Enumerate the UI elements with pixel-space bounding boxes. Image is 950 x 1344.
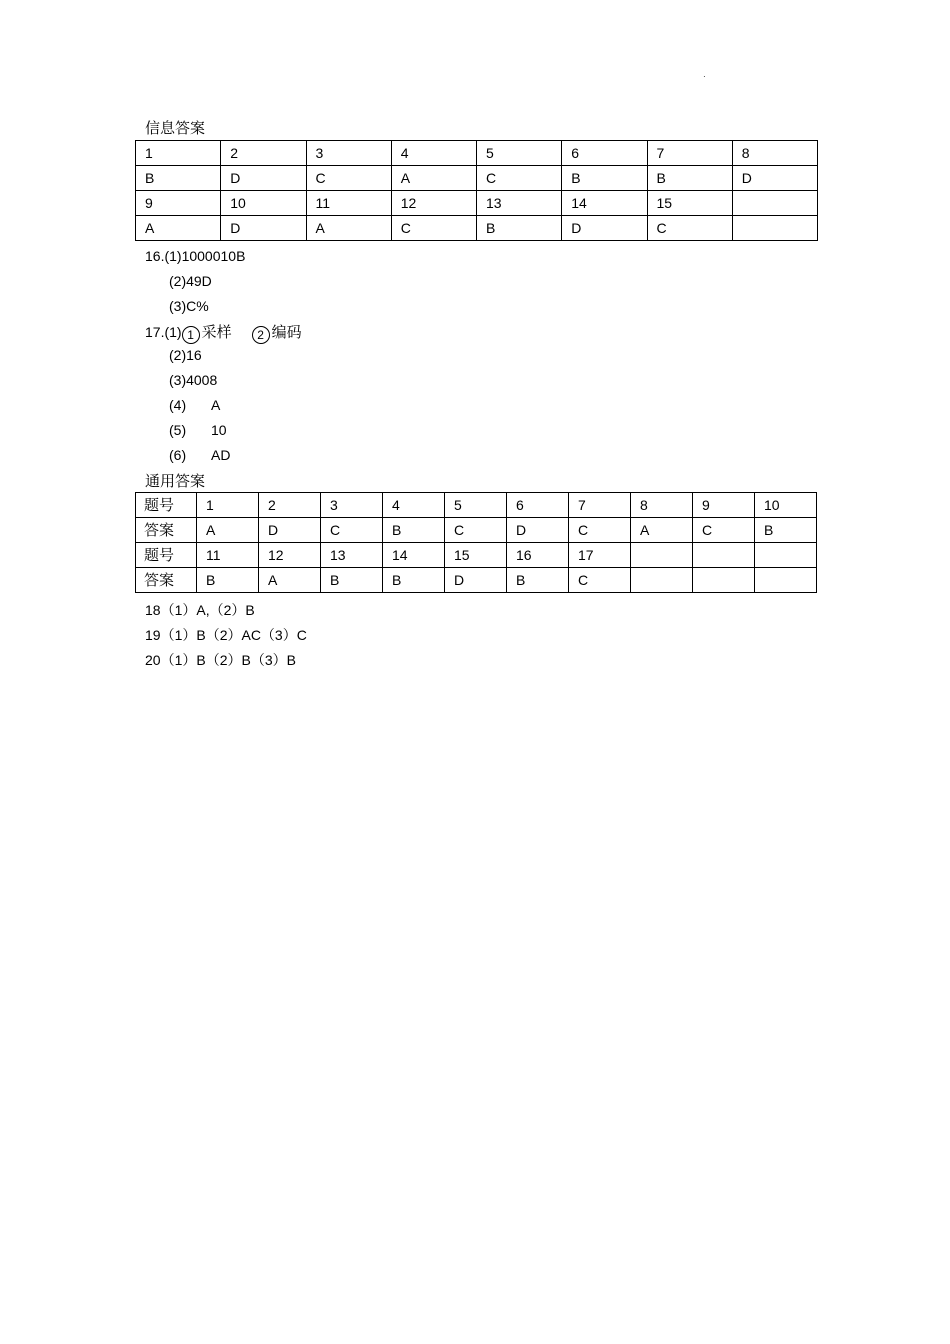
table-cell bbox=[755, 543, 817, 568]
q17-prefix: 17.(1) bbox=[145, 324, 182, 340]
table-cell: 4 bbox=[391, 141, 476, 166]
table-cell: 13 bbox=[477, 191, 562, 216]
table-cell: D bbox=[445, 568, 507, 593]
table-cell: 1 bbox=[197, 493, 259, 518]
table-cell: A bbox=[631, 518, 693, 543]
q16-answer-1: 16.(1)1000010B bbox=[145, 248, 246, 264]
table-cell: 15 bbox=[647, 191, 732, 216]
table-row bbox=[136, 141, 818, 166]
table-cell: A bbox=[259, 568, 321, 593]
q18-answer: 18（1）A,（2）B bbox=[145, 602, 255, 618]
q17-word-2: 编码 bbox=[271, 323, 302, 341]
table-cell: 7 bbox=[569, 493, 631, 518]
table-row bbox=[136, 216, 818, 241]
table-row bbox=[136, 191, 818, 216]
row-label: 题号 bbox=[136, 543, 197, 568]
q17-answer-2: (2)16 bbox=[169, 347, 202, 363]
table-cell: 11 bbox=[306, 191, 391, 216]
table-cell: 12 bbox=[391, 191, 476, 216]
table-cell: 5 bbox=[477, 141, 562, 166]
row-label: 题号 bbox=[136, 493, 197, 518]
q17-val-5: 10 bbox=[211, 422, 227, 438]
q17-answer-3: (3)4008 bbox=[169, 372, 218, 388]
table-cell: C bbox=[445, 518, 507, 543]
table-cell: 14 bbox=[383, 543, 445, 568]
table-cell: A bbox=[136, 216, 221, 241]
table-cell bbox=[631, 543, 693, 568]
table-cell: 9 bbox=[136, 191, 221, 216]
q17-answer-4 bbox=[169, 397, 221, 413]
table-cell bbox=[755, 568, 817, 593]
table-cell: B bbox=[647, 166, 732, 191]
table-cell: A bbox=[197, 518, 259, 543]
table-cell: A bbox=[306, 216, 391, 241]
table-cell: 14 bbox=[562, 191, 647, 216]
table-cell: D bbox=[562, 216, 647, 241]
circled-one-icon: 1 bbox=[182, 326, 200, 344]
table-cell: 8 bbox=[732, 141, 817, 166]
table-cell: B bbox=[136, 166, 221, 191]
row-label: 答案 bbox=[136, 518, 197, 543]
table-cell: C bbox=[647, 216, 732, 241]
table-cell: D bbox=[507, 518, 569, 543]
table-cell: 13 bbox=[321, 543, 383, 568]
circled-two-icon: 2 bbox=[252, 326, 270, 344]
table-cell: A bbox=[391, 166, 476, 191]
table-row bbox=[136, 543, 817, 568]
table-cell: 16 bbox=[507, 543, 569, 568]
table-cell: C bbox=[569, 518, 631, 543]
q17-num-5: (5) bbox=[169, 422, 187, 438]
q16-answer-3: (3)C% bbox=[169, 298, 209, 314]
table-cell: 5 bbox=[445, 493, 507, 518]
table-cell bbox=[693, 568, 755, 593]
table-row bbox=[136, 518, 817, 543]
table-cell: C bbox=[321, 518, 383, 543]
table-cell: B bbox=[383, 518, 445, 543]
table-cell: D bbox=[221, 216, 306, 241]
table-cell: 3 bbox=[306, 141, 391, 166]
table-row bbox=[136, 568, 817, 593]
table-cell: 17 bbox=[569, 543, 631, 568]
table-cell: C bbox=[306, 166, 391, 191]
q17-answer-1 bbox=[145, 321, 302, 344]
table-cell: D bbox=[221, 166, 306, 191]
table-cell: C bbox=[391, 216, 476, 241]
table-cell: B bbox=[755, 518, 817, 543]
table-cell: D bbox=[732, 166, 817, 191]
table-cell bbox=[732, 191, 817, 216]
table-cell: 10 bbox=[221, 191, 306, 216]
table-cell: 1 bbox=[136, 141, 221, 166]
table-cell: C bbox=[569, 568, 631, 593]
info-answer-table bbox=[135, 140, 818, 241]
q19-answer: 19（1）B（2）AC（3）C bbox=[145, 627, 307, 643]
page-mark: · bbox=[703, 72, 706, 81]
table-cell: 10 bbox=[755, 493, 817, 518]
table-cell bbox=[693, 543, 755, 568]
table-cell: 8 bbox=[631, 493, 693, 518]
table-cell: 7 bbox=[647, 141, 732, 166]
table-cell: B bbox=[383, 568, 445, 593]
table-cell: 3 bbox=[321, 493, 383, 518]
q17-num-6: (6) bbox=[169, 447, 187, 463]
q17-answer-6 bbox=[169, 447, 231, 463]
q17-answer-5 bbox=[169, 422, 227, 438]
row-label: 答案 bbox=[136, 568, 197, 593]
q17-word-1: 采样 bbox=[201, 323, 232, 341]
table-cell: 2 bbox=[221, 141, 306, 166]
q16-answer-2: (2)49D bbox=[169, 273, 212, 289]
table-cell bbox=[732, 216, 817, 241]
q20-answer: 20（1）B（2）B（3）B bbox=[145, 652, 296, 668]
table-cell: 2 bbox=[259, 493, 321, 518]
general-answer-table bbox=[135, 492, 817, 593]
table-cell bbox=[631, 568, 693, 593]
table-cell: 15 bbox=[445, 543, 507, 568]
q17-val-4: A bbox=[211, 397, 221, 413]
general-heading: 通用答案 bbox=[145, 472, 206, 490]
table-cell: B bbox=[321, 568, 383, 593]
table-cell: D bbox=[259, 518, 321, 543]
table-cell: B bbox=[562, 166, 647, 191]
table-row bbox=[136, 166, 818, 191]
table-cell: 4 bbox=[383, 493, 445, 518]
info-heading: 信息答案 bbox=[145, 119, 206, 137]
table-cell: 9 bbox=[693, 493, 755, 518]
table-cell: 6 bbox=[562, 141, 647, 166]
q17-val-6: AD bbox=[211, 447, 231, 463]
q17-num-4: (4) bbox=[169, 397, 187, 413]
table-cell: C bbox=[693, 518, 755, 543]
table-row bbox=[136, 493, 817, 518]
table-cell: 6 bbox=[507, 493, 569, 518]
table-cell: 12 bbox=[259, 543, 321, 568]
table-cell: 11 bbox=[197, 543, 259, 568]
table-cell: B bbox=[197, 568, 259, 593]
table-cell: B bbox=[507, 568, 569, 593]
table-cell: B bbox=[477, 216, 562, 241]
table-cell: C bbox=[477, 166, 562, 191]
